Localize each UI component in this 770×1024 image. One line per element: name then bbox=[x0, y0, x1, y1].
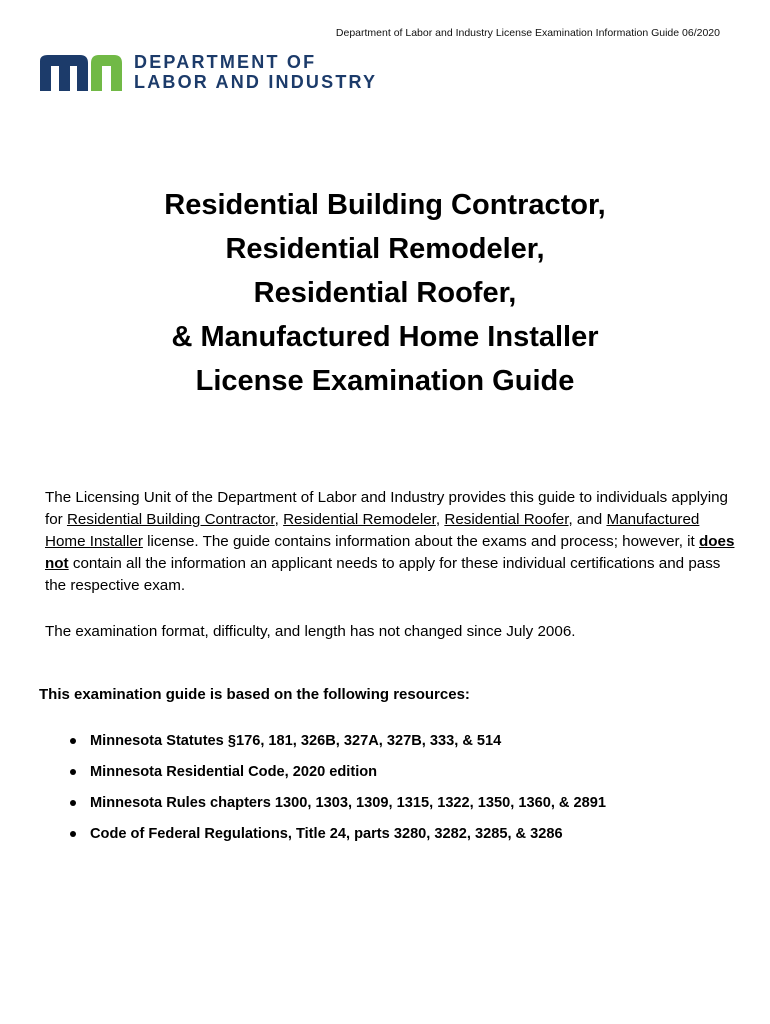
list-item: Minnesota Rules chapters 1300, 1303, 1309, 1315, 1322, 1350, 1360, & 2891 bbox=[70, 792, 606, 823]
resources-heading: This examination guide is based on the following resources: bbox=[39, 686, 470, 703]
link-residential-building-contractor[interactable]: Residential Building Contractor bbox=[66, 511, 275, 528]
title-line: Residential Building Contractor, bbox=[164, 189, 606, 221]
department-logo bbox=[40, 52, 377, 92]
bullet-icon bbox=[70, 769, 76, 775]
logo-wordmark bbox=[134, 52, 377, 92]
list-item: Minnesota Statutes §176, 181, 326B, 327A, 327B, 333, & 514 bbox=[70, 730, 606, 761]
emphasis-does-not: does not bbox=[45, 533, 735, 572]
list-item: Code of Federal Regulations, Title 24, parts 3280, 3282, 3285, & 3286 bbox=[70, 823, 606, 854]
bullet-icon bbox=[70, 800, 76, 806]
intro-paragraph: The Licensing Unit of the Department of Labor and Industry provides this guide to individuals applying for Residential Building Contractor, Residential Remodeler, Residential Roofer, and Manufactured Home Installer license. The guide contains information about the exams and process; however, it does not contain all the information an applicant needs to apply for these individual certifications and pass the respective exam. bbox=[45, 489, 735, 594]
title-line: Residential Remodeler, bbox=[225, 233, 545, 265]
document-title bbox=[0, 183, 770, 403]
title-line: & Manufactured Home Installer bbox=[171, 321, 599, 353]
bullet-icon bbox=[70, 831, 76, 837]
format-note: The examination format, difficulty, and length has not changed since July 2006. bbox=[45, 623, 576, 640]
resources-list bbox=[70, 730, 606, 854]
title-line: Residential Roofer, bbox=[253, 277, 517, 309]
bullet-icon bbox=[70, 738, 76, 744]
logo-line-1: DEPARTMENT OF bbox=[134, 52, 317, 72]
running-header: Department of Labor and Industry License Examination Information Guide 06/2020 bbox=[335, 27, 720, 39]
link-manufactured-home-installer[interactable]: Manufactured Home Installer bbox=[45, 511, 700, 550]
mn-logo-icon bbox=[40, 53, 122, 91]
title-line: License Examination Guide bbox=[195, 365, 575, 397]
link-residential-roofer[interactable]: Residential Roofer bbox=[444, 511, 569, 528]
list-item: Minnesota Residential Code, 2020 edition bbox=[70, 761, 606, 792]
logo-line-2: LABOR AND INDUSTRY bbox=[134, 72, 378, 92]
link-residential-remodeler[interactable]: Residential Remodeler bbox=[283, 511, 436, 528]
